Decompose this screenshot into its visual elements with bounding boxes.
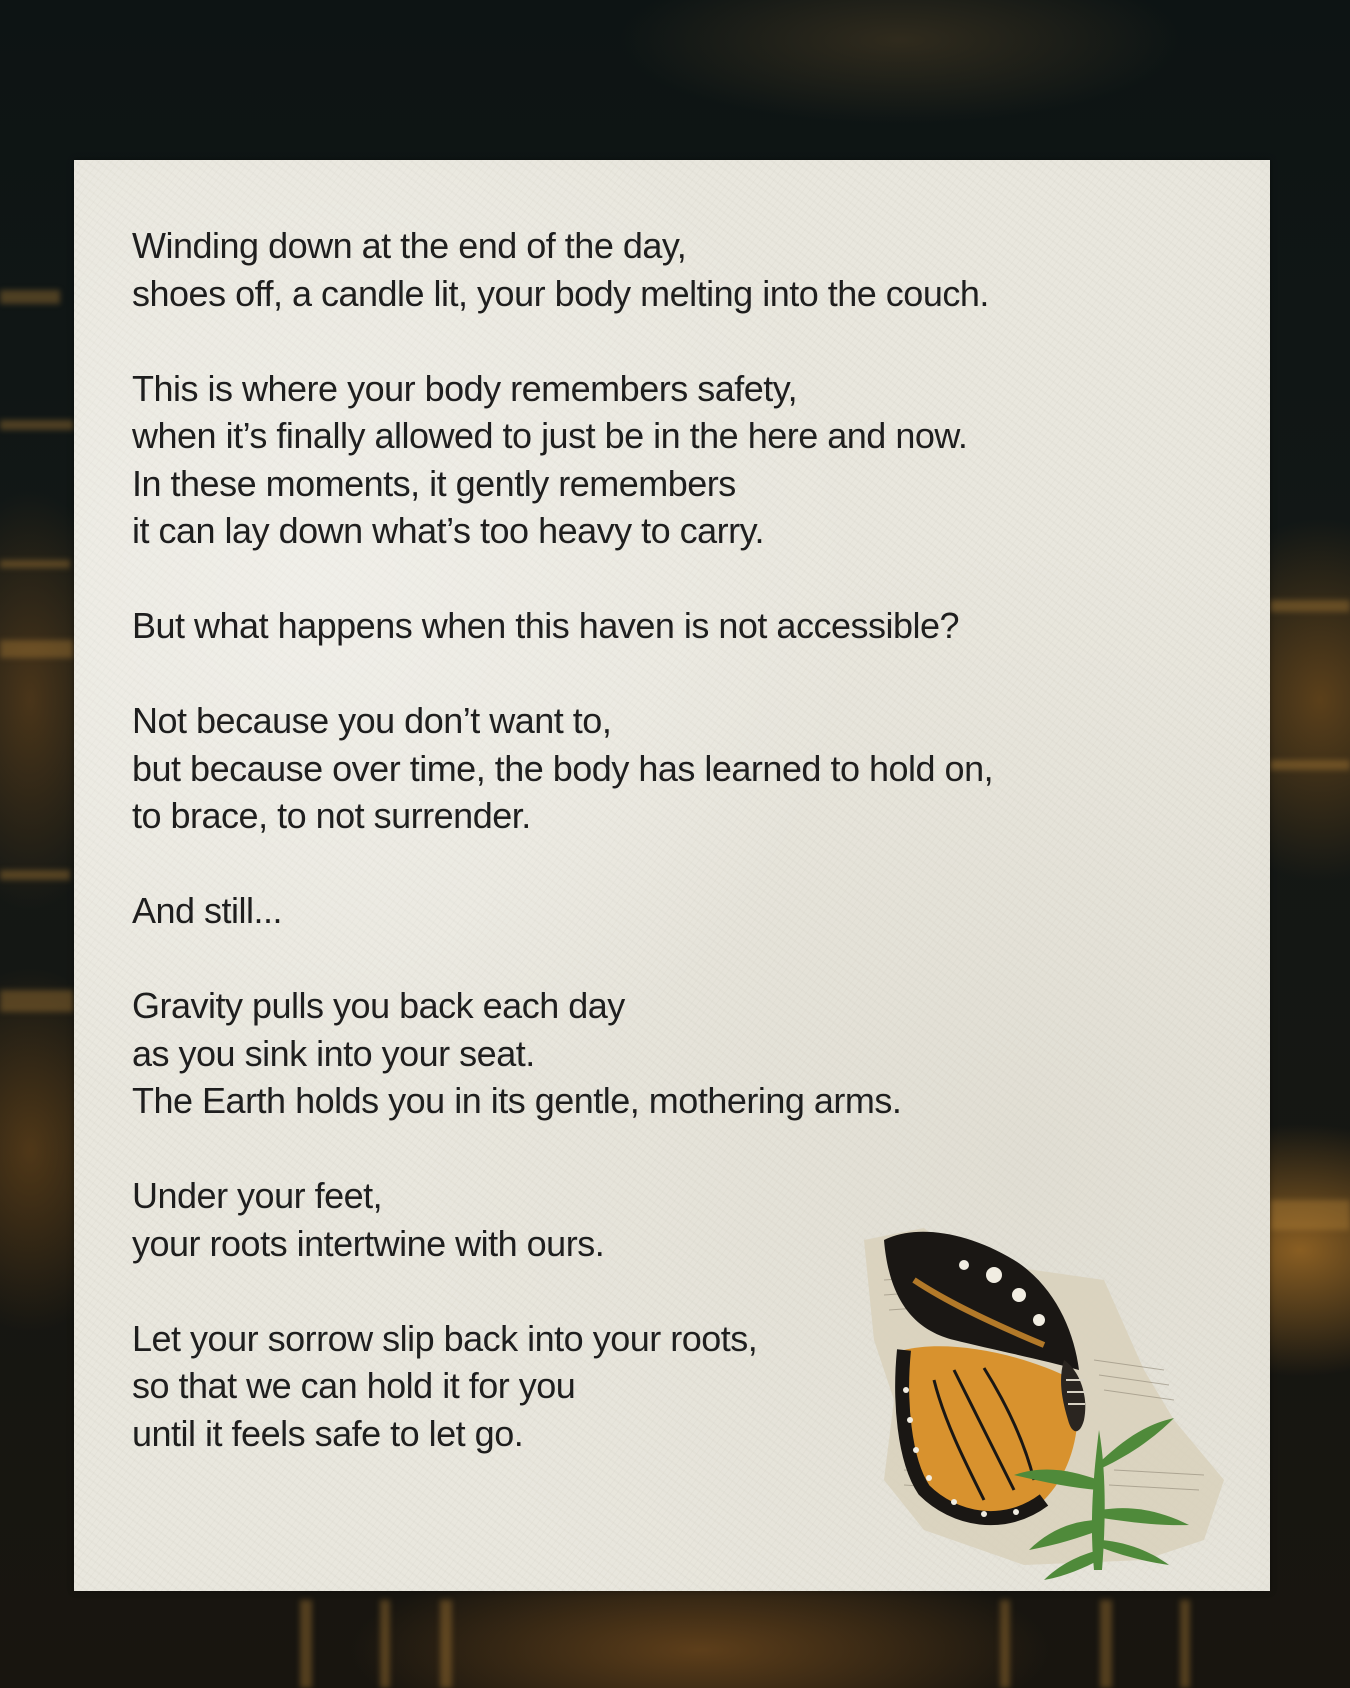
poem-line: as you sink into your seat. (132, 1032, 535, 1074)
poem-line: until it feels safe to let go. (132, 1412, 524, 1454)
butterfly-collage-icon (844, 1220, 1264, 1590)
poem-line: But what happens when this haven is not accessible? (132, 605, 960, 646)
poem-line: it can lay down what’s too heavy to carry. (132, 510, 764, 551)
poem-line: your roots intertwine with ours. (132, 1222, 605, 1264)
poem-stanza (132, 697, 1132, 840)
poem-line: Winding down at the end of the day, (132, 225, 687, 266)
poem-line: Not because you don’t want to, (132, 700, 612, 741)
poem-line: In these moments, it gently remembers (132, 462, 736, 504)
poem-stanza (132, 222, 1132, 317)
poem-line: shoes off, a candle lit, your body melting into the couch. (132, 272, 989, 314)
poem-stanza (132, 602, 1132, 650)
poem-line: This is where your body remembers safety, (132, 367, 798, 409)
poem-line: The Earth holds you in its gentle, mothering arms. (132, 1080, 902, 1121)
poem-line: when it’s finally allowed to just be in the here and now. (132, 415, 968, 456)
poem-stanza (132, 365, 1132, 555)
poem-line: but because over time, the body has learned to hold on, (132, 747, 994, 789)
poem-stanza (132, 887, 1132, 935)
paper-card (74, 160, 1270, 1591)
poem-line: to brace, to not surrender. (132, 795, 531, 836)
poem-line: so that we can hold it for you (132, 1365, 576, 1406)
poem-line: Under your feet, (132, 1175, 383, 1216)
poem-line: And still... (132, 890, 283, 931)
poem-line: Let your sorrow slip back into your roots, (132, 1317, 758, 1359)
poem-stanza (132, 982, 1132, 1125)
poem-line: Gravity pulls you back each day (132, 985, 625, 1026)
